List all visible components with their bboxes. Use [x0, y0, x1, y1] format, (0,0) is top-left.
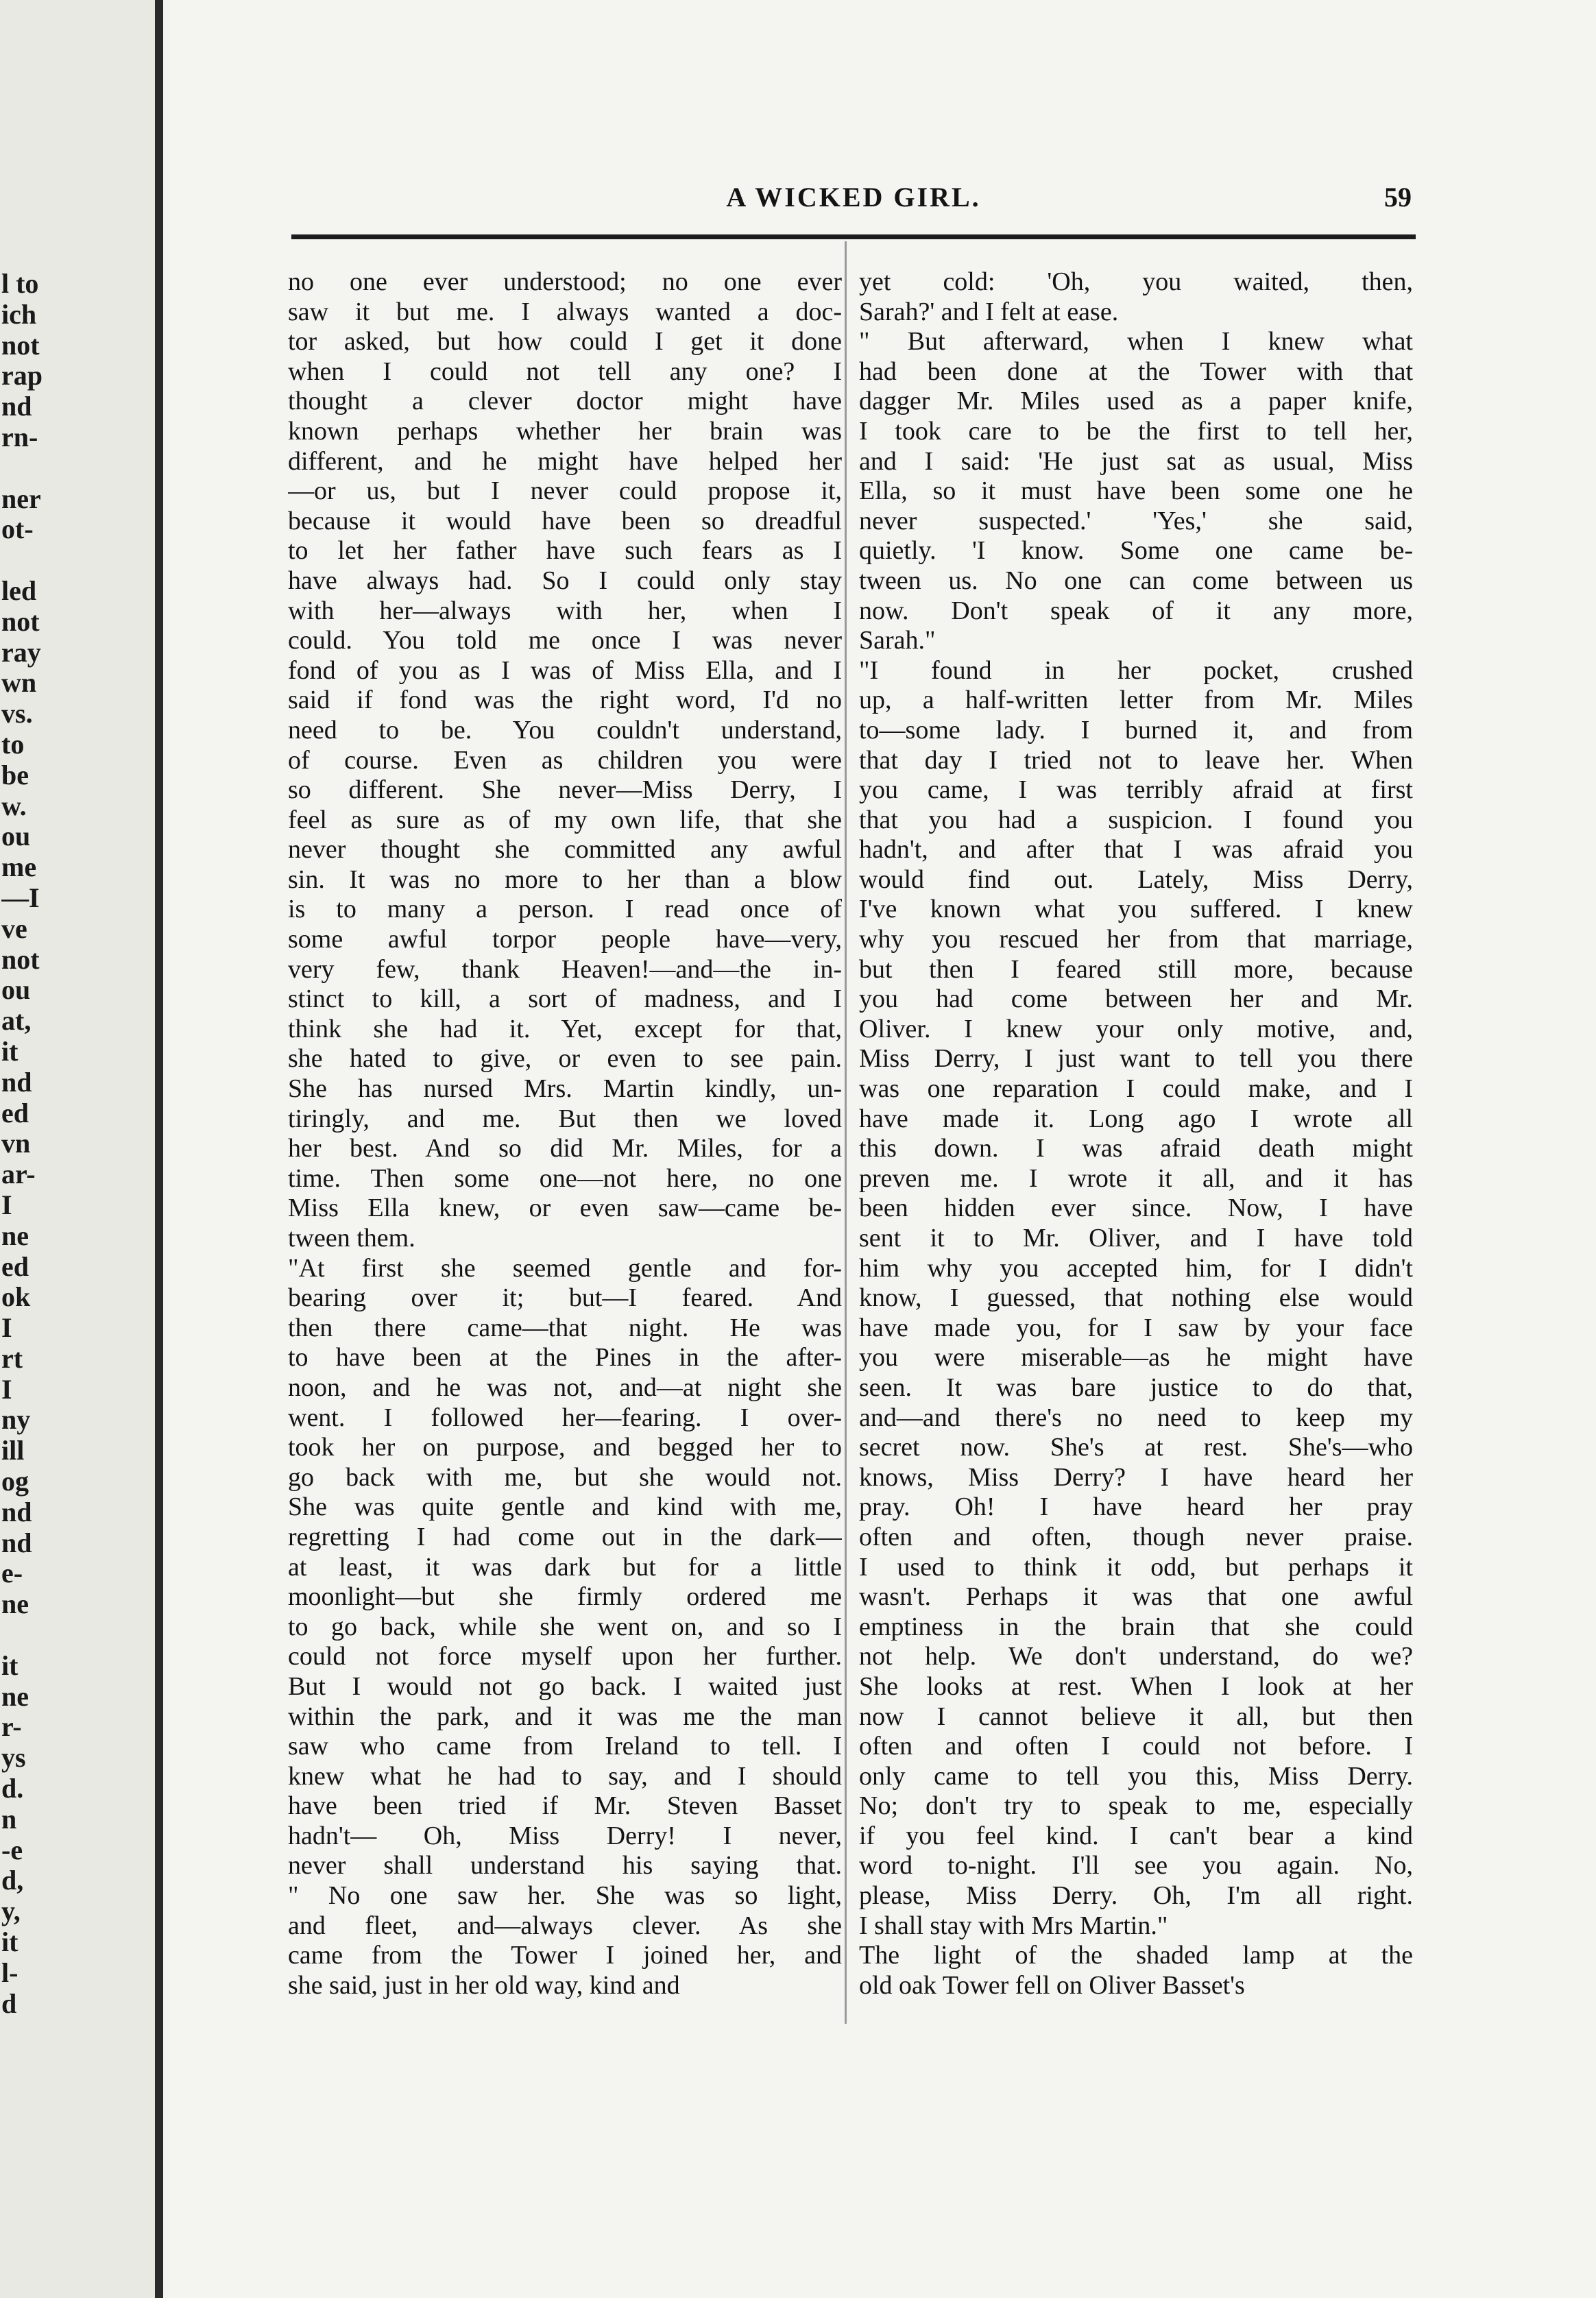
text-line: No; don't try to speak to me, especially — [859, 1791, 1413, 1821]
text-line: bearing over it; but—I feared. And — [288, 1283, 842, 1313]
text-line: to go back, while she went on, and so I — [288, 1612, 842, 1641]
fragment-line: rt — [1, 1343, 23, 1374]
fragment-line: —I — [1, 882, 40, 913]
text-line: " But afterward, when I knew what — [859, 327, 1413, 356]
text-line: know, I guessed, that nothing else would — [859, 1283, 1413, 1313]
fragment-line: og — [1, 1466, 29, 1497]
text-line: different, and he might have helped her — [288, 446, 842, 476]
text-line: tor asked, but how could I get it done — [288, 327, 842, 356]
text-line: so different. She never—Miss Derry, I — [288, 775, 842, 805]
text-line: regretting I had come out in the dark— — [288, 1522, 842, 1551]
text-line: but then I feared still more, because — [859, 954, 1413, 984]
fragment-line: e- — [1, 1558, 23, 1589]
text-line: she hated to give, or even to see pain. — [288, 1044, 842, 1074]
fragment-line: ar- — [1, 1159, 36, 1190]
text-line: have made you, for I saw by your face — [859, 1313, 1413, 1342]
fragment-line: it — [1, 1650, 19, 1681]
text-line: please, Miss Derry. Oh, I'm all right. — [859, 1881, 1413, 1911]
fragment-line: I — [1, 1313, 12, 1344]
text-line: have always had. So I could only stay — [288, 566, 842, 595]
fragment-line: -e — [1, 1835, 23, 1865]
text-line: yet cold: 'Oh, you waited, then, — [859, 267, 1413, 296]
text-line: tiringly, and me. But then we loved — [288, 1104, 842, 1133]
fragment-line: ou — [1, 975, 31, 1006]
running-title: A WICKED GIRL. — [726, 182, 981, 213]
text-line: often and often I could not before. I — [859, 1732, 1413, 1761]
text-line: She looks at rest. When I look at her — [859, 1671, 1413, 1701]
text-line: never shall understand his saying that. — [288, 1851, 842, 1880]
fragment-line: ed — [1, 1251, 29, 1282]
text-line: noon, and he was not, and—at night she — [288, 1372, 842, 1402]
fragment-line: rap — [1, 361, 43, 391]
text-line: secret now. She's at rest. She's—who — [859, 1433, 1413, 1462]
text-line: Sarah?' and I felt at ease. — [859, 297, 1119, 326]
text-line: have made it. Long ago I wrote all — [859, 1104, 1413, 1133]
text-line: I've known what you suffered. I knew — [859, 895, 1413, 924]
text-line: very few, thank Heaven!—and—the in- — [288, 954, 842, 984]
fragment-line: d — [1, 1988, 17, 2019]
fragment-line: ou — [1, 821, 31, 852]
text-line: tween us. No one can come between us — [859, 566, 1413, 595]
text-line: But I would not go back. I waited just — [288, 1671, 842, 1701]
text-line: you were miserable—as he might have — [859, 1343, 1413, 1372]
text-line: word to-night. I'll see you again. No, — [859, 1851, 1413, 1880]
text-line: came from the Tower I joined her, and — [288, 1941, 842, 1970]
text-line: " No one saw her. She was so light, — [288, 1881, 842, 1911]
fragment-line: it — [1, 1927, 19, 1958]
text-line: hadn't, and after that I was afraid you — [859, 835, 1413, 864]
text-line: now I cannot believe it all, but then — [859, 1702, 1413, 1731]
text-line: hadn't— Oh, Miss Derry! I never, — [288, 1821, 842, 1850]
text-line: him why you accepted him, for I didn't — [859, 1253, 1413, 1283]
text-line: have been tried if Mr. Steven Basset — [288, 1791, 842, 1821]
text-line: think she had it. Yet, except for that, — [288, 1014, 842, 1043]
text-line: no one ever understood; no one ever — [288, 267, 842, 296]
fragment-line: ok — [1, 1282, 31, 1313]
text-line: quietly. 'I know. Some one came be- — [859, 536, 1413, 566]
text-line: been hidden ever since. Now, I have — [859, 1194, 1413, 1223]
fragment-line: nd — [1, 1527, 32, 1558]
fragment-line: ys — [1, 1743, 26, 1774]
fragment-line: not — [1, 944, 40, 975]
text-line: and fleet, and—always clever. As she — [288, 1911, 842, 1940]
fragment-line: ve — [1, 913, 27, 944]
text-line: known perhaps whether her brain was — [288, 416, 842, 446]
text-line: fond of you as I was of Miss Ella, and I — [288, 655, 842, 685]
text-line: The light of the shaded lamp at the — [859, 1941, 1413, 1970]
fragment-line: ed — [1, 1098, 29, 1128]
text-line: often and often, though never praise. — [859, 1522, 1413, 1551]
text-line: could not force myself upon her further. — [288, 1642, 842, 1671]
fragment-line: ot- — [1, 514, 34, 545]
fragment-line: it — [1, 1036, 19, 1067]
text-line: that day I tried not to leave her. When — [859, 745, 1413, 775]
fragment-line: led — [1, 575, 37, 606]
text-line: then there came—that night. He was — [288, 1313, 842, 1342]
text-line: this down. I was afraid death might — [859, 1134, 1413, 1163]
text-line: and I said: 'He just sat as usual, Miss — [859, 446, 1413, 476]
text-line: dagger Mr. Miles used as a paper knife, — [859, 387, 1413, 416]
text-line: within the park, and it was me the man — [288, 1702, 842, 1731]
text-line: could. You told me once I was never — [288, 626, 842, 655]
text-line: I shall stay with Mrs Martin." — [859, 1911, 1168, 1940]
text-line: knew what he had to say, and I should — [288, 1761, 842, 1791]
text-line: sent it to Mr. Oliver, and I have told — [859, 1224, 1413, 1253]
fragment-line — [1, 545, 43, 576]
fragment-line: at, — [1, 1006, 32, 1037]
text-line: feel as sure as of my own life, that she — [288, 805, 842, 834]
text-line: to—some lady. I burned it, and from — [859, 715, 1413, 745]
fragment-line: wn — [1, 668, 37, 699]
facing-page-fragments — [1, 269, 43, 2019]
fragment-line: ne — [1, 1681, 29, 1712]
fragment-line: I — [1, 1189, 12, 1220]
text-line: Miss Derry, I just want to tell you there — [859, 1044, 1413, 1074]
header-rule — [291, 234, 1416, 239]
text-line: saw who came from Ireland to tell. I — [288, 1732, 842, 1761]
text-line: said if fond was the right word, I'd no — [288, 686, 842, 715]
left-column — [288, 267, 842, 2000]
text-line: at least, it was dark but for a little — [288, 1552, 842, 1582]
text-line: thought a clever doctor might have — [288, 387, 842, 416]
right-column — [859, 267, 1413, 2000]
fragment-line: be — [1, 760, 29, 790]
text-line: saw it but me. I always wanted a doc- — [288, 297, 842, 326]
fragment-line: w. — [1, 790, 27, 821]
text-line: "At first she seemed gentle and for- — [288, 1253, 842, 1283]
text-line: never suspected.' 'Yes,' she said, — [859, 506, 1413, 535]
text-line: now. Don't speak of it any more, — [859, 596, 1413, 625]
text-line: go back with me, but she would not. — [288, 1462, 842, 1492]
text-line: Sarah." — [859, 626, 936, 655]
page-number: 59 — [1384, 182, 1412, 213]
text-line: had been done at the Tower with that — [859, 356, 1413, 386]
fragment-line: ner — [1, 483, 41, 514]
text-line: to have been at the Pines in the after- — [288, 1343, 842, 1372]
fragment-line: to — [1, 729, 25, 760]
text-line: because it would have been so dreadful — [288, 506, 842, 535]
text-line: old oak Tower fell on Oliver Basset's — [859, 1970, 1245, 2000]
fragment-line: vs. — [1, 699, 33, 729]
text-line: not help. We don't understand, do we? — [859, 1642, 1413, 1671]
fragment-line: r- — [1, 1712, 22, 1743]
fragment-line: not — [1, 330, 40, 361]
text-line: to let her father have such fears as I — [288, 536, 842, 566]
text-line: took her on purpose, and begged her to — [288, 1433, 842, 1462]
fragment-line: ne — [1, 1220, 29, 1251]
binding-edge — [155, 0, 163, 2298]
text-line: of course. Even as children you were — [288, 745, 842, 775]
text-line: she said, just in her old way, kind and — [288, 1970, 680, 2000]
text-line: why you rescued her from that marriage, — [859, 925, 1413, 954]
column-divider — [845, 241, 847, 2024]
fragment-line: n — [1, 1804, 17, 1835]
text-line: with her—always with her, when I — [288, 596, 842, 625]
fragment-line: nd — [1, 1067, 32, 1098]
text-line: never thought she committed any awful — [288, 835, 842, 864]
text-line: sin. It was no more to her than a blow — [288, 864, 842, 894]
text-line: if you feel kind. I can't bear a kind — [859, 1821, 1413, 1850]
text-line: up, a half-written letter from Mr. Miles — [859, 686, 1413, 715]
text-line: "I found in her pocket, crushed — [859, 655, 1413, 685]
page-header — [291, 181, 1416, 229]
fragment-line — [1, 1620, 43, 1651]
text-line: some awful torpor people have—very, — [288, 925, 842, 954]
fragment-line: I — [1, 1374, 12, 1405]
fragment-line: vn — [1, 1128, 31, 1159]
text-line: stinct to kill, a sort of madness, and I — [288, 984, 842, 1014]
text-line: Oliver. I knew your only motive, and, — [859, 1014, 1413, 1043]
fragment-line: nd — [1, 391, 32, 422]
text-line: you had come between her and Mr. — [859, 984, 1413, 1014]
text-line: went. I followed her—fearing. I over- — [288, 1403, 842, 1432]
text-line: She has nursed Mrs. Martin kindly, un- — [288, 1074, 842, 1104]
text-line: pray. Oh! I have heard her pray — [859, 1492, 1413, 1522]
text-line: wasn't. Perhaps it was that one awful — [859, 1582, 1413, 1612]
text-line: She was quite gentle and kind with me, — [288, 1492, 842, 1522]
text-line: was one reparation I could make, and I — [859, 1074, 1413, 1104]
text-line: I took care to be the first to tell her, — [859, 416, 1413, 446]
text-line: Miss Ella knew, or even saw—came be- — [288, 1194, 842, 1223]
text-line: is to many a person. I read once of — [288, 895, 842, 924]
text-line: —or us, but I never could propose it, — [288, 476, 842, 506]
fragment-line: ill — [1, 1436, 25, 1466]
text-line: need to be. You couldn't understand, — [288, 715, 842, 745]
fragment-line: l to — [1, 269, 39, 299]
fragment-line: d. — [1, 1774, 24, 1804]
text-line: would find out. Lately, Miss Derry, — [859, 864, 1413, 894]
text-line: I used to think it odd, but perhaps it — [859, 1552, 1413, 1582]
fragment-line: l- — [1, 1957, 19, 1988]
text-line: when I could not tell any one? I — [288, 356, 842, 386]
fragment-line: nd — [1, 1497, 32, 1527]
text-line: preven me. I wrote it all, and it has — [859, 1163, 1413, 1193]
fragment-line: y, — [1, 1896, 21, 1927]
text-line: Ella, so it must have been some one he — [859, 476, 1413, 506]
fragment-line: ne — [1, 1589, 29, 1620]
text-line: seen. It was bare justice to do that, — [859, 1372, 1413, 1402]
text-line: time. Then some one—not here, no one — [288, 1163, 842, 1193]
text-line: tween them. — [288, 1224, 415, 1253]
fragment-line: rn- — [1, 422, 38, 452]
fragment-line: ray — [1, 637, 41, 668]
text-line: emptiness in the brain that she could — [859, 1612, 1413, 1641]
fragment-line — [1, 453, 43, 484]
text-line: moonlight—but she firmly ordered me — [288, 1582, 842, 1612]
fragment-line: ich — [1, 299, 37, 330]
text-line: her best. And so did Mr. Miles, for a — [288, 1134, 842, 1163]
text-line: you came, I was terribly afraid at first — [859, 775, 1413, 805]
fragment-line: me — [1, 852, 37, 883]
text-line: that you had a suspicion. I found you — [859, 805, 1413, 834]
text-line: only came to tell you this, Miss Derry. — [859, 1761, 1413, 1791]
text-line: knows, Miss Derry? I have heard her — [859, 1462, 1413, 1492]
fragment-line: not — [1, 606, 40, 637]
fragment-line: ny — [1, 1405, 31, 1436]
text-line: and—and there's no need to keep my — [859, 1403, 1413, 1432]
fragment-line: d, — [1, 1865, 24, 1896]
